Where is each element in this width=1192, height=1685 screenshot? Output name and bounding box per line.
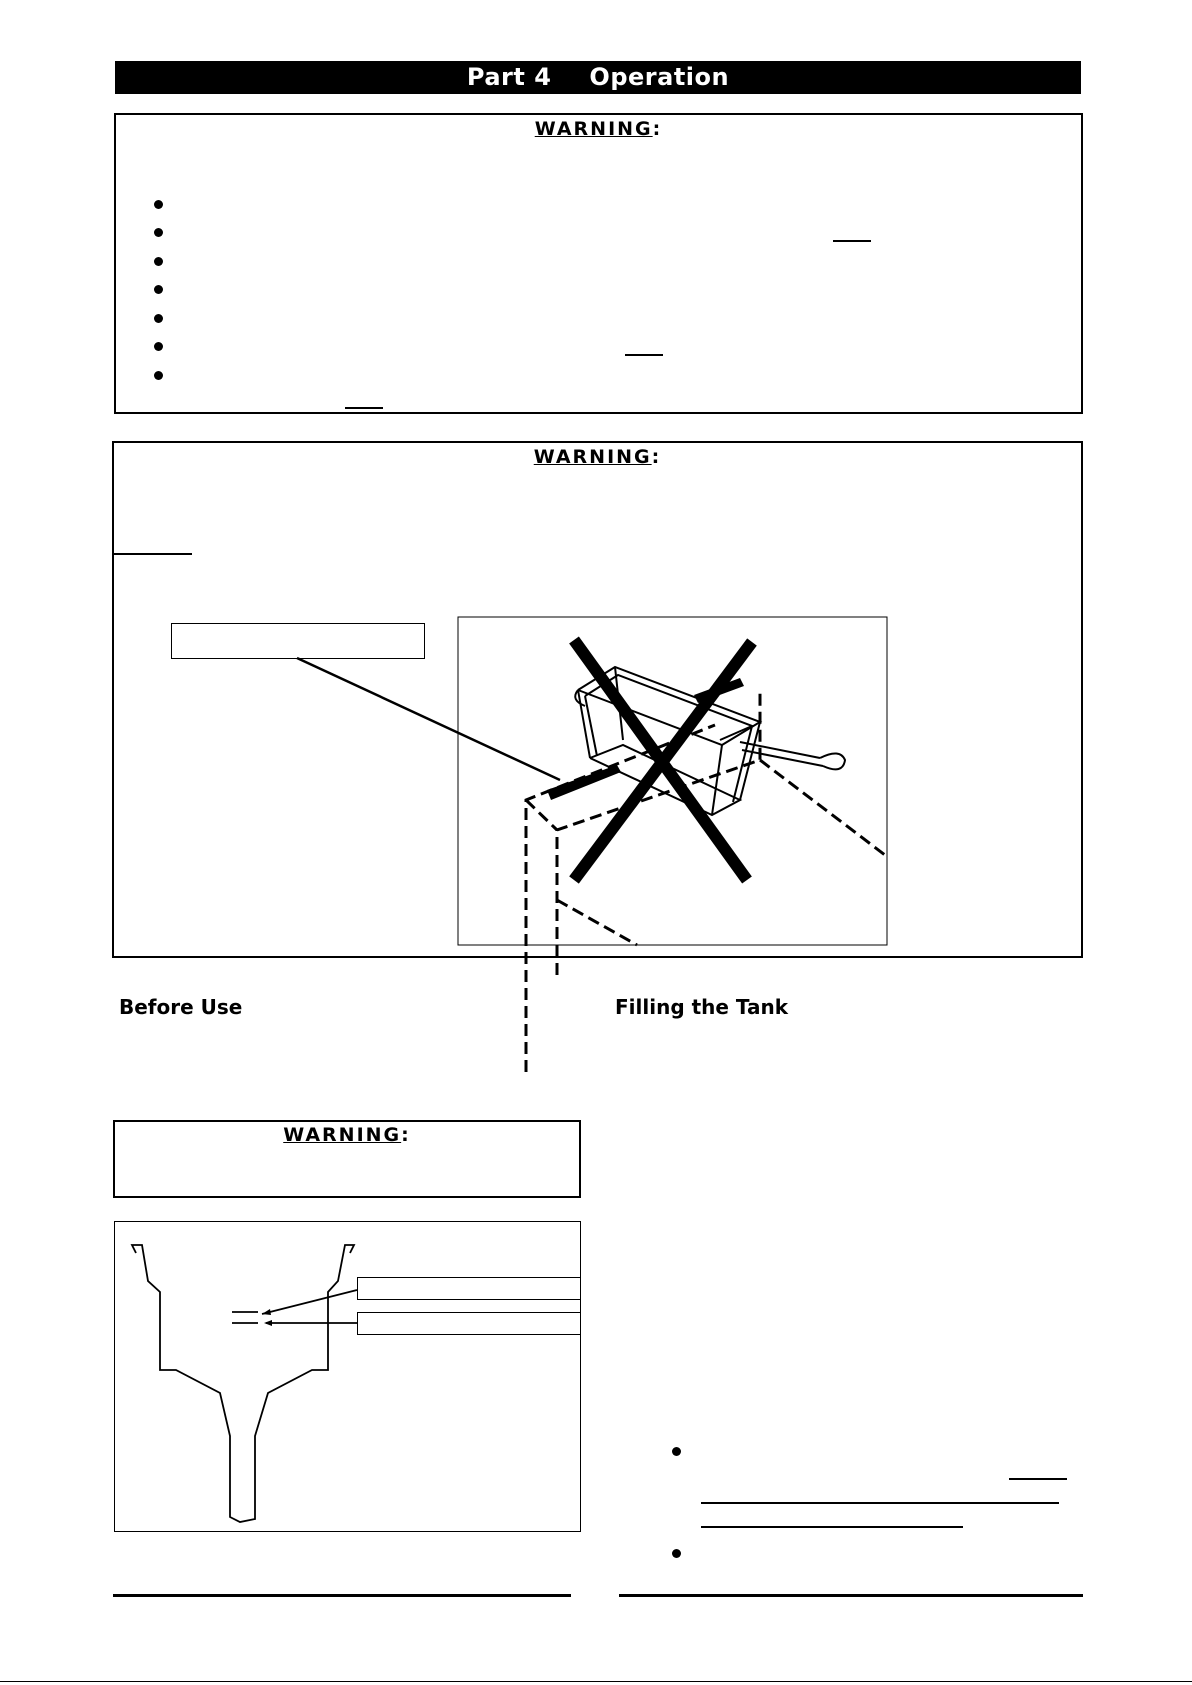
warning-title: WARNING: — [534, 118, 663, 140]
warning-label: WARNING — [533, 446, 652, 468]
warning-label: WARNING — [283, 1124, 402, 1146]
page-title: Operation — [589, 63, 730, 91]
underline-mark — [701, 1502, 1059, 1504]
warning-title: WARNING: — [533, 446, 662, 468]
warning-label: WARNING — [534, 118, 653, 140]
section-heading-before-use: Before Use — [119, 995, 243, 1019]
page-bottom-edge — [0, 1681, 1192, 1682]
bullet-icon — [672, 1549, 681, 1558]
warning-title: WARNING: — [283, 1124, 411, 1146]
bullet-icon — [672, 1447, 681, 1456]
underline-mark — [1009, 1478, 1067, 1480]
underline-mark — [701, 1526, 963, 1528]
footer-rule-right — [619, 1594, 1083, 1597]
part-number: Part 4 — [466, 63, 552, 91]
footer-rule-left — [113, 1594, 571, 1597]
section-heading-filling-tank: Filling the Tank — [615, 995, 789, 1019]
